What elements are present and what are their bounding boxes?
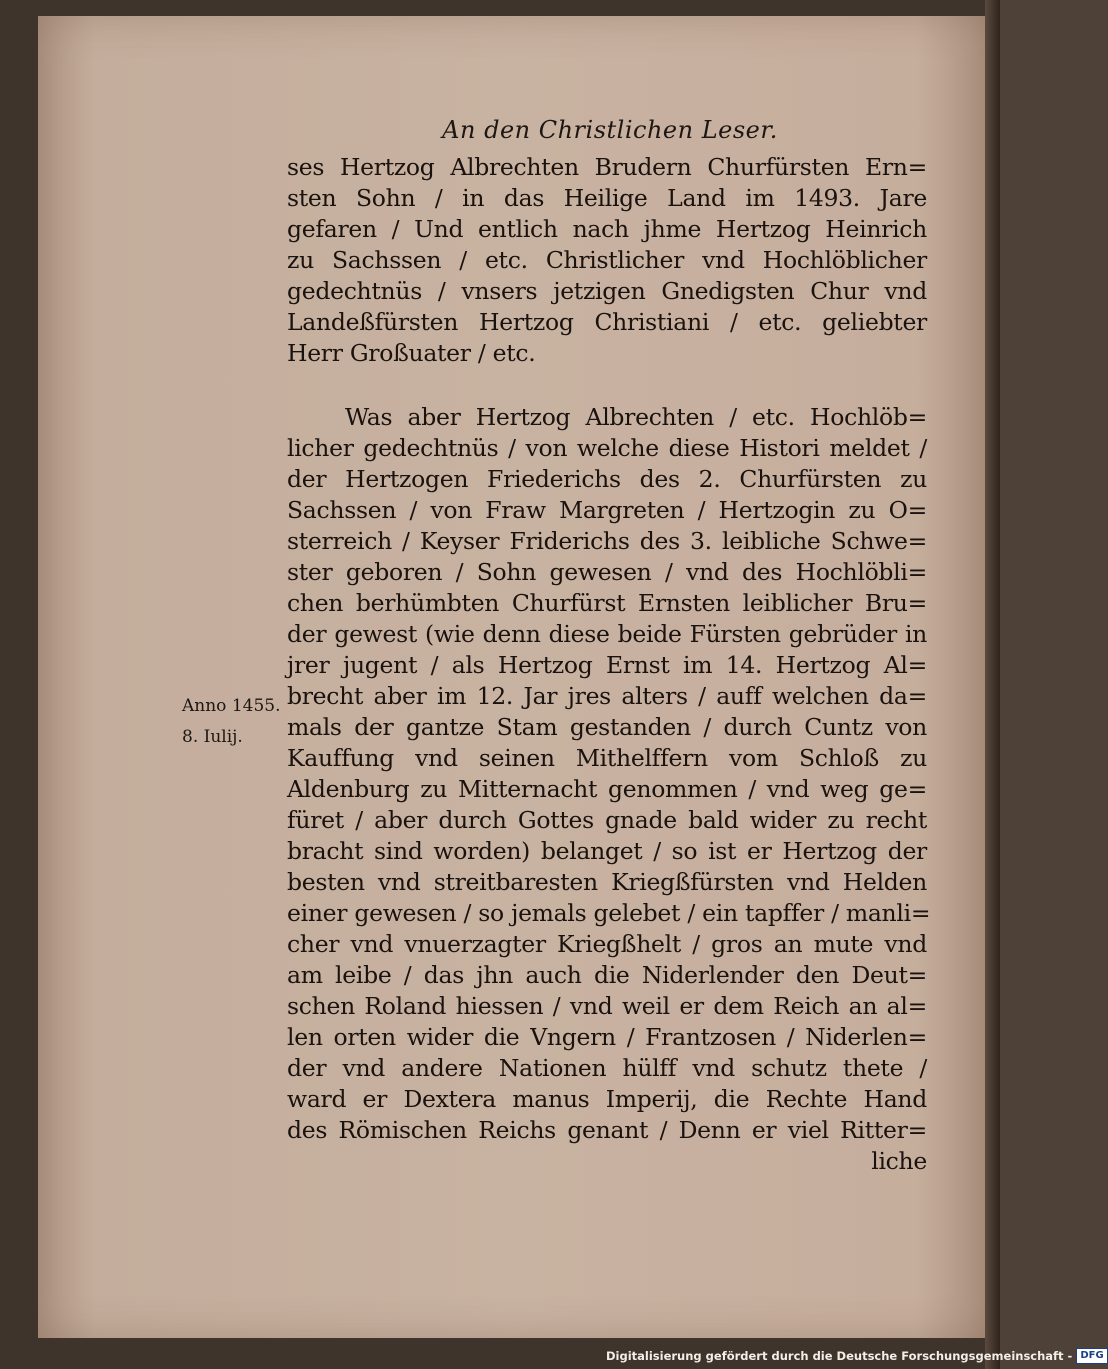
text-line: sterreich / Keyser Friderichs des 3. leibliche Schwe= bbox=[287, 527, 927, 555]
text-line: bracht sind worden) belanget / so ist er Hertzog der bbox=[287, 837, 927, 865]
text-line: ses Hertzog Albrechten Brudern Churfürsten Ern= bbox=[287, 153, 927, 181]
paragraph-1 bbox=[287, 152, 927, 369]
text-line: Was aber Hertzog Albrechten / etc. Hochlöb= bbox=[345, 403, 927, 431]
text-line: Kauffung vnd seinen Mithelffern vom Schloß zu bbox=[287, 744, 927, 772]
text-line: gefaren / Und entlich nach jhme Hertzog Heinrich bbox=[287, 215, 927, 243]
text-line: Sachssen / von Fraw Margreten / Hertzogin zu O= bbox=[287, 496, 927, 524]
text-line: der vnd andere Nationen hülff vnd schutz thete / bbox=[287, 1054, 927, 1082]
text-line: besten vnd streitbaresten Kriegßfürsten vnd Helden bbox=[287, 868, 927, 896]
book-gutter bbox=[985, 0, 1000, 1369]
text-line: ster geboren / Sohn gewesen / vnd des Hochlöbli= bbox=[287, 558, 927, 586]
text-line: licher gedechtnüs / von welche diese Histori meldet / bbox=[287, 434, 927, 462]
credit-text: Digitalisierung gefördert durch die Deutsche Forschungsgemeinschaft - bbox=[606, 1349, 1073, 1363]
body-text bbox=[287, 152, 931, 1177]
text-line: jrer jugent / als Hertzog Ernst im 14. Hertzog Al= bbox=[287, 651, 927, 679]
running-head: An den Christlichen Leser. bbox=[442, 116, 778, 144]
marginal-note-year: Anno 1455. bbox=[182, 696, 281, 716]
text-line: gedechtnüs / vnsers jetzigen Gnedigsten Chur vnd bbox=[287, 277, 927, 305]
text-line: am leibe / das jhn auch die Niderlender den Deut= bbox=[287, 961, 927, 989]
text-line: len orten wider die Vngern / Frantzosen / Niderlen= bbox=[287, 1023, 927, 1051]
text-line: der gewest (wie denn diese beide Fürsten gebrüder in bbox=[287, 620, 927, 648]
text-line: chen berhümbten Churfürst Ernsten leiblicher Bru= bbox=[287, 589, 927, 617]
text-line: ward er Dextera manus Imperij, die Rechte Hand bbox=[287, 1085, 927, 1113]
paragraph-2 bbox=[287, 402, 931, 1146]
text-line: füret / aber durch Gottes gnade bald wider zu recht bbox=[287, 806, 927, 834]
text-line: einer gewesen / so jemals gelebet / ein tapffer / manli= bbox=[287, 899, 931, 927]
text-line: sten Sohn / in das Heilige Land im 1493. Jare bbox=[287, 184, 927, 212]
paragraph-gap bbox=[287, 369, 927, 402]
digitization-credit bbox=[606, 1346, 1104, 1366]
text-line: cher vnd vnuerzagter Kriegßhelt / gros an mute vnd bbox=[287, 930, 927, 958]
dfg-logo: DFG bbox=[1076, 1348, 1107, 1364]
text-line: der Hertzogen Friederichs des 2. Churfürsten zu bbox=[287, 465, 927, 493]
marginal-note bbox=[182, 691, 297, 753]
text-line: brecht aber im 12. Jar jres alters / auff welchen da= bbox=[287, 682, 927, 710]
text-line: Landeßfürsten Hertzog Christiani / etc. geliebter bbox=[287, 308, 927, 336]
catchword: liche bbox=[871, 1147, 927, 1175]
marginal-note-date: 8. Iulij. bbox=[182, 727, 243, 747]
text-line: schen Roland hiessen / vnd weil er dem Reich an al= bbox=[287, 992, 927, 1020]
text-line: des Römischen Reichs genant / Denn er viel Ritter= bbox=[287, 1116, 927, 1144]
text-line: Aldenburg zu Mitternacht genommen / vnd weg ge= bbox=[287, 775, 927, 803]
text-line: Herr Großuater / etc. bbox=[287, 339, 536, 367]
text-line: zu Sachssen / etc. Christlicher vnd Hochlöblicher bbox=[287, 246, 927, 274]
text-line: mals der gantze Stam gestanden / durch Cuntz von bbox=[287, 713, 927, 741]
